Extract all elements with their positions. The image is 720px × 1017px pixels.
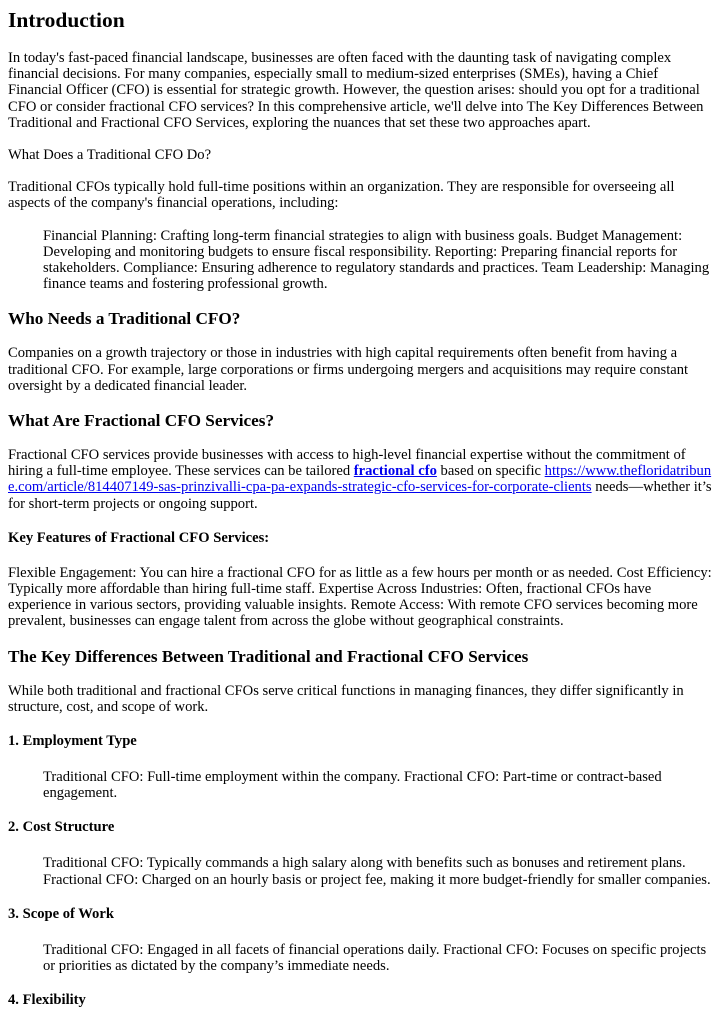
differences-heading: The Key Differences Between Traditional and Fractional CFO Services xyxy=(8,646,529,666)
employment-type-heading: 1. Employment Type xyxy=(8,733,137,750)
employment-type-body: Traditional CFO: Full-time employment within the company. Fractional CFO: Part-time or contract-based engagement. xyxy=(43,769,662,802)
fractional-text-middle: based on specific xyxy=(436,463,545,480)
traditional-cfo-intro: Traditional CFOs typically hold full-time positions within an organization. They are responsible for overseeing all aspects of the company's financial operations, including: xyxy=(8,179,675,212)
page-title: Introduction xyxy=(8,8,125,32)
key-features-paragraph: Flexible Engagement: You can hire a fractional CFO for as little as a few hours per month or as needed. Cost Efficiency: Typically more affordable than hiring full-time staff. Expertise Across Industries: Often, fractional CFOs have experience in various sectors, providing valuable insights. Remote Access: With remote CFO services becoming more prevalent, businesses can engage talent from across the globe without geographical constraints. xyxy=(8,564,712,630)
cost-structure-heading: 2. Cost Structure xyxy=(8,819,115,836)
fractional-cfo-link[interactable]: fractional cfo xyxy=(353,463,437,480)
key-features-heading: Key Features of Fractional CFO Services: xyxy=(8,529,270,546)
scope-of-work-body: Traditional CFO: Engaged in all facets of financial operations daily. Fractional CFO: Focuses on specific projects or priorities as dictated by the company’s immediate needs. xyxy=(43,941,707,975)
who-needs-heading: Who Needs a Traditional CFO? xyxy=(8,309,241,329)
traditional-cfo-duties: Financial Planning: Crafting long-term financial strategies to align with business goals. Budget Management: Developing and monitoring budgets to ensure fiscal responsibility. Reporting: Preparing financial reports for stakeholders. Compliance: Ensuring adherence to regulatory standards and practices. Team Leadership: Managing finance teams and fostering professional growth. xyxy=(43,227,710,293)
fractional-paragraph xyxy=(8,447,714,512)
floridatribune-article-link[interactable]: https://www.thefloridatribune.com/article/814407149-sas-prinzivalli-cpa-pa-expands-strategic-cfo-services-for-corporate-clients xyxy=(8,463,712,496)
intro-paragraph: In today's fast-paced financial landscape, businesses are often faced with the daunting task of navigating complex financial decisions. For many companies, especially small to medium-sized enterprises (SMEs), having a Chief Financial Officer (CFO) is essential for strategic growth. However, the question arises: should you opt for a traditional CFO or consider fractional CFO services? In this comprehensive article, we'll delve into The Key Differences Between Traditional and Fractional CFO Services, exploring the nuances that set these two approaches apart. xyxy=(8,50,704,131)
who-needs-paragraph: Companies on a growth trajectory or those in industries with high capital requirements often benefit from having a traditional CFO. For example, large corporations or firms undergoing mergers and acquisitions may require constant oversight by a dedicated financial leader. xyxy=(8,345,689,394)
fractional-text-before: Fractional CFO services provide businesses with access to high-level financial expertise without the commitment of hiring a full-time employee. These services can be tailored xyxy=(8,447,686,480)
cost-structure-body: Traditional CFO: Typically commands a high salary along with benefits such as bonuses and retirement plans. Fractional CFO: Charged on an hourly basis or project fee, making it more budget-friendly for smaller companies. xyxy=(43,855,711,888)
fractional-text-after: needs—whether it’s for short-term projects or ongoing support. xyxy=(8,479,712,512)
fractional-heading: What Are Fractional CFO Services? xyxy=(8,411,275,431)
differences-paragraph: While both traditional and fractional CFOs serve critical functions in managing finances, they differ significantly in structure, cost, and scope of work. xyxy=(8,682,684,715)
scope-of-work-heading: 3. Scope of Work xyxy=(8,905,114,922)
traditional-cfo-question: What Does a Traditional CFO Do? xyxy=(8,147,212,164)
flexibility-heading: 4. Flexibility xyxy=(8,992,86,1009)
